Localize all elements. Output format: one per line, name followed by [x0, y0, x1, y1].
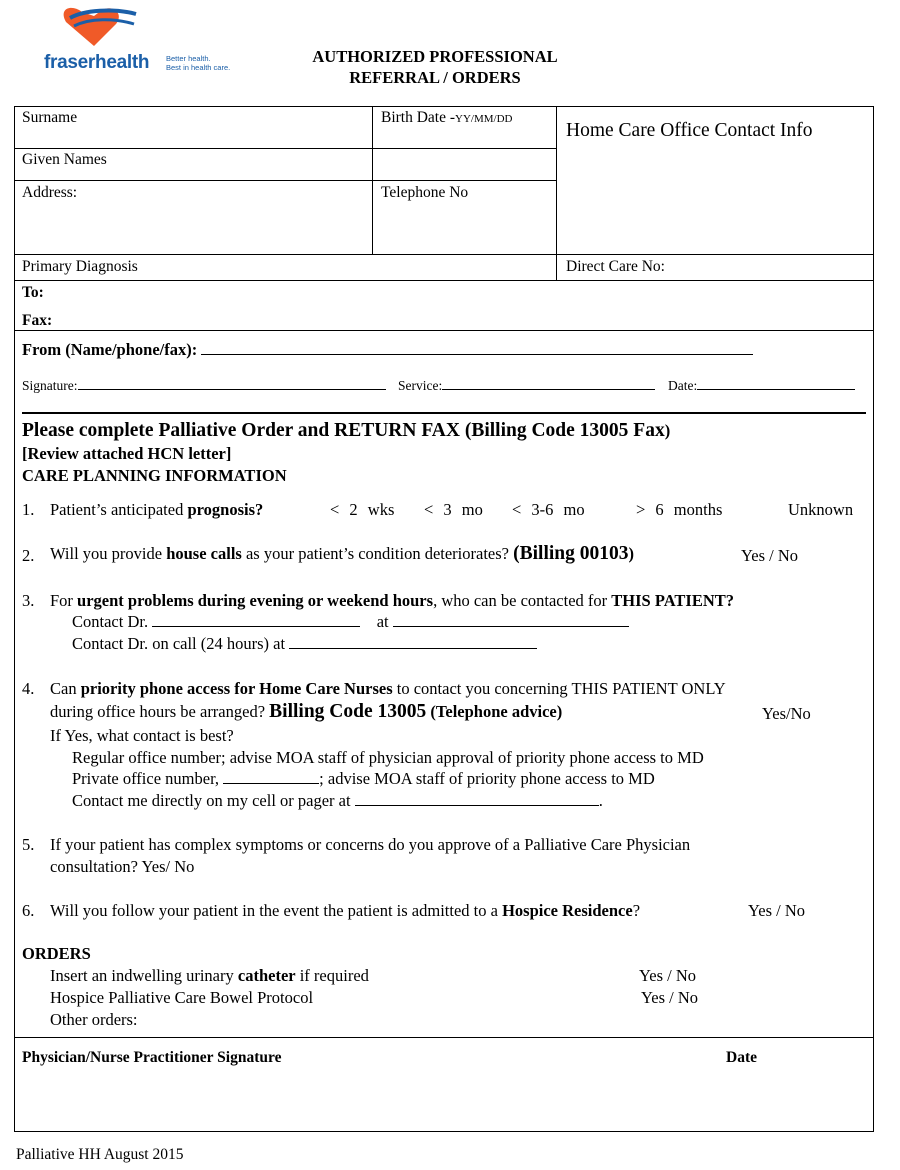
care-planning-heading: CARE PLANNING INFORMATION [22, 466, 287, 485]
q2-number: 2. [22, 546, 35, 565]
q3-urgent-question: For urgent problems during evening or weekend hours, who can be contacted for THIS PATIENT? [50, 591, 734, 610]
to-label: To: [22, 284, 44, 301]
primary-diagnosis-label: Primary Diagnosis [22, 258, 138, 275]
q6-hospice-question: Will you follow your patient in the event the patient is admitted to a Hospice Residence? [50, 901, 641, 920]
q1-option-6months[interactable]: > 6 months [636, 500, 723, 519]
q4-if-yes: If Yes, what contact is best? [50, 726, 234, 745]
address-label: Address: [22, 184, 78, 201]
q5-consultation-question: If your patient has complex symptoms or concerns do you approve of a Palliative Care Physician [50, 835, 691, 854]
q3-on-call-field[interactable]: Contact Dr. on call (24 hours) at [72, 634, 537, 654]
fax-label: Fax: [22, 312, 53, 329]
q4-number: 4. [22, 679, 35, 698]
q4-option-cell-pager[interactable]: Contact me directly on my cell or pager at . [72, 791, 603, 810]
q1-option-unknown[interactable]: Unknown [788, 500, 854, 519]
order-bowel-protocol: Hospice Palliative Care Bowel Protocol [50, 988, 314, 1007]
q4-office-hours-question: during office hours be arranged? Billing Code 13005 (Telephone advice) [50, 701, 563, 722]
given-names-label: Given Names [22, 151, 107, 168]
logo-wordmark: fraserhealth [44, 52, 150, 73]
q1-option-3mo[interactable]: < 3 mo [424, 500, 483, 519]
order-bowel-yes-no[interactable]: Yes / No [641, 988, 699, 1007]
review-hcn-letter: [Review attached HCN letter] [22, 444, 232, 463]
order-catheter-yes-no[interactable]: Yes / No [639, 966, 697, 985]
physician-signature-label[interactable]: Physician/Nurse Practitioner Signature [22, 1049, 282, 1066]
q6-yes-no[interactable]: Yes / No [748, 901, 806, 920]
order-other[interactable]: Other orders: [50, 1010, 138, 1029]
q1-option-2wks[interactable]: < 2 wks [330, 500, 395, 519]
q2-house-calls-question: Will you provide house calls as your patient’s condition deteriorates? (Billing 00103) [50, 543, 635, 564]
form-title: AUTHORIZED PROFESSIONAL REFERRAL / ORDERS [312, 47, 558, 87]
home-care-contact-label: Home Care Office Contact Info [566, 120, 813, 141]
section-divider [22, 412, 866, 414]
surname-label: Surname [22, 109, 78, 126]
service-field[interactable]: Service: [398, 378, 655, 394]
date-field[interactable]: Date: [668, 378, 855, 394]
telephone-label: Telephone No [381, 184, 469, 201]
fraserhealth-logo [44, 4, 244, 76]
q5-number: 5. [22, 835, 35, 854]
direct-care-label: Direct Care No: [566, 258, 665, 275]
q4-yes-no[interactable]: Yes/No [762, 704, 811, 723]
q2-yes-no[interactable]: Yes / No [741, 546, 799, 565]
q3-number: 3. [22, 591, 35, 610]
logo-tagline: Better health. Best in health care. [166, 54, 231, 72]
q3-contact-dr-field[interactable]: Contact Dr. at [72, 612, 629, 632]
q4-priority-phone-question: Can priority phone access for Home Care Nurses to contact you concerning THIS PATIENT ONLY [50, 679, 726, 698]
order-catheter: Insert an indwelling urinary catheter if required [50, 966, 369, 985]
q1-option-3-6mo[interactable]: < 3-6 mo [512, 500, 585, 519]
q4-option-private-office[interactable]: Private office number, ; advise MOA staff of priority phone access to MD [72, 769, 655, 788]
q1-number: 1. [22, 500, 35, 519]
physician-date-label[interactable]: Date [726, 1049, 757, 1066]
palliative-order-heading: Please complete Palliative Order and RETURN FAX (Billing Code 13005 Fax) [22, 420, 671, 441]
orders-heading: ORDERS [22, 944, 91, 963]
footer-text: Palliative HH August 2015 [16, 1146, 184, 1163]
heart-logo-icon [44, 4, 244, 54]
birth-date-label: Birth Date -YY/MM/DD [381, 109, 513, 126]
q5-consultation-yes-no[interactable]: consultation? Yes/ No [50, 857, 195, 876]
q6-number: 6. [22, 901, 35, 920]
q1-prognosis-question: Patient’s anticipated prognosis? [50, 500, 264, 519]
from-field[interactable]: From (Name/phone/fax): [22, 340, 753, 360]
signature-field[interactable]: Signature: [22, 378, 386, 394]
q4-option-regular-office[interactable]: Regular office number; advise MOA staff of physician approval of priority phone access to MD [72, 748, 704, 767]
